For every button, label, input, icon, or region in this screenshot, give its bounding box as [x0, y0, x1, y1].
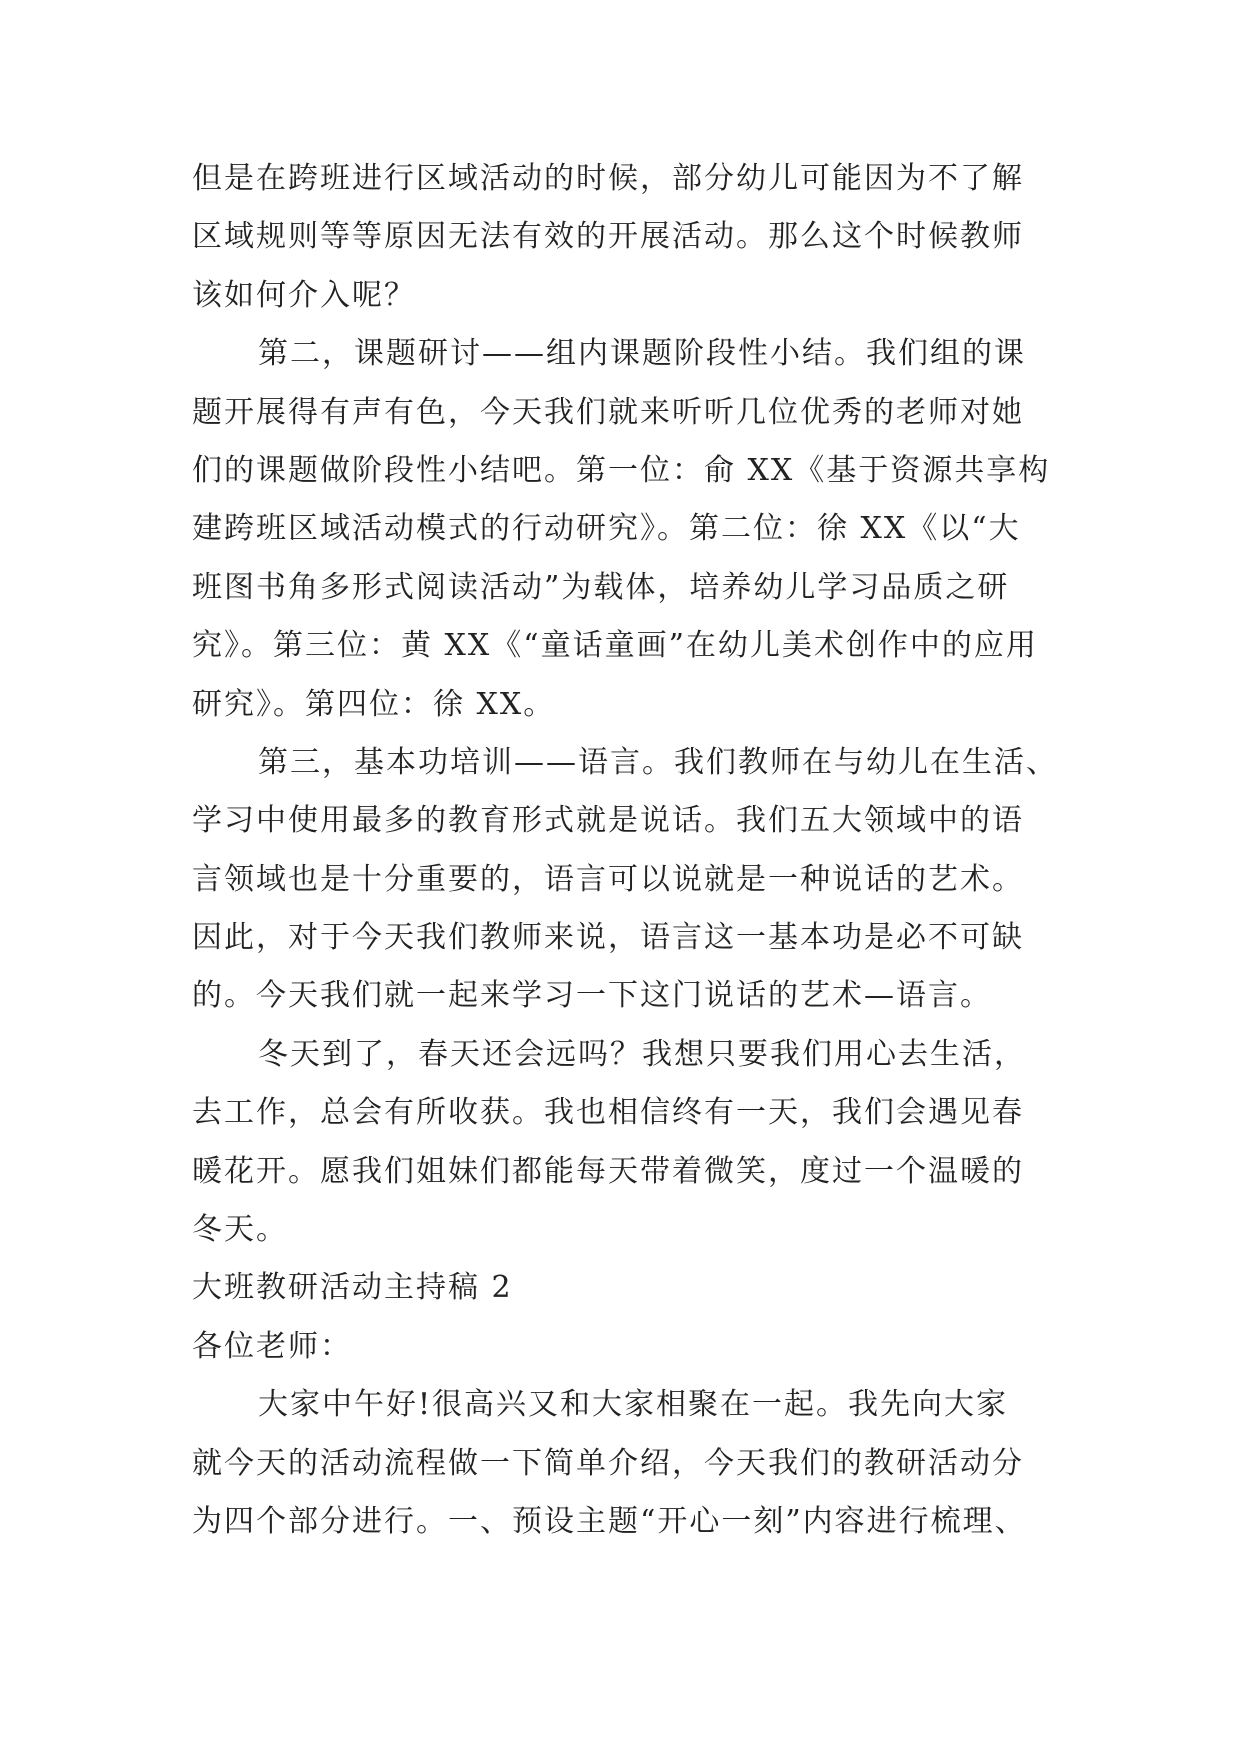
text-line-19: 冬天。 — [192, 1212, 288, 1248]
text-line-9: 究》。第三位：黄 XX《“童话童画”在幼儿美术创作中的应用 — [192, 628, 1038, 664]
text-line-18: 暖花开。愿我们姐妹们都能每天带着微笑，度过一个温暖的 — [192, 1153, 1024, 1189]
text-line-6: 们的课题做阶段性小结吧。第一位：俞 XX《基于资源共享构 — [192, 452, 1051, 488]
salutation: 各位老师： — [192, 1328, 352, 1364]
text-line-8: 班图书角多形式阅读活动”为载体，培养幼儿学习品质之研 — [192, 569, 1010, 605]
text-line-7: 建跨班区域活动模式的行动研究》。第二位：徐 XX《以“大 — [192, 511, 1021, 547]
text-line-3: 该如何介入呢？ — [192, 277, 416, 313]
text-line-14: 因此，对于今天我们教师来说，语言这一基本功是必不可缺 — [192, 920, 1024, 956]
text-line-2: 区域规则等等原因无法有效的开展活动。那么这个时候教师 — [192, 219, 1024, 255]
text-line-10: 研究》。第四位：徐 XX。 — [192, 686, 556, 722]
text-line-1: 但是在跨班进行区域活动的时候，部分幼儿可能因为不了解 — [192, 161, 1024, 196]
text-line-13: 言领域也是十分重要的，语言可以说就是一种说话的艺术。 — [192, 861, 1024, 897]
text-line-12: 学习中使用最多的教育形式就是说话。我们五大领域中的语 — [192, 803, 1024, 839]
document-page — [192, 150, 1062, 1551]
text-line-16: 冬天到了，春天还会远吗？我想只要我们用心去生活， — [258, 1036, 1026, 1072]
text-line-23: 就今天的活动流程做一下简单介绍，今天我们的教研活动分 — [192, 1445, 1024, 1481]
section-heading: 大班教研活动主持稿 2 — [192, 1270, 513, 1306]
text-line-17: 去工作，总会有所收获。我也相信终有一天，我们会遇见春 — [192, 1095, 1024, 1131]
text-line-5: 题开展得有声有色，今天我们就来听听几位优秀的老师对她 — [192, 394, 1024, 430]
text-line-11: 第三，基本功培训——语言。我们教师在与幼儿在生活、 — [258, 744, 1058, 780]
text-line-4: 第二，课题研讨——组内课题阶段性小结。我们组的课 — [258, 336, 1026, 372]
text-line-15: 的。今天我们就一起来学习一下这门说话的艺术—语言。 — [192, 978, 992, 1014]
text-line-22: 大家中午好!很高兴又和大家相聚在一起。我先向大家 — [258, 1387, 1009, 1423]
text-line-24: 为四个部分进行。一、预设主题“开心一刻”内容进行梳理、 — [192, 1503, 1027, 1539]
